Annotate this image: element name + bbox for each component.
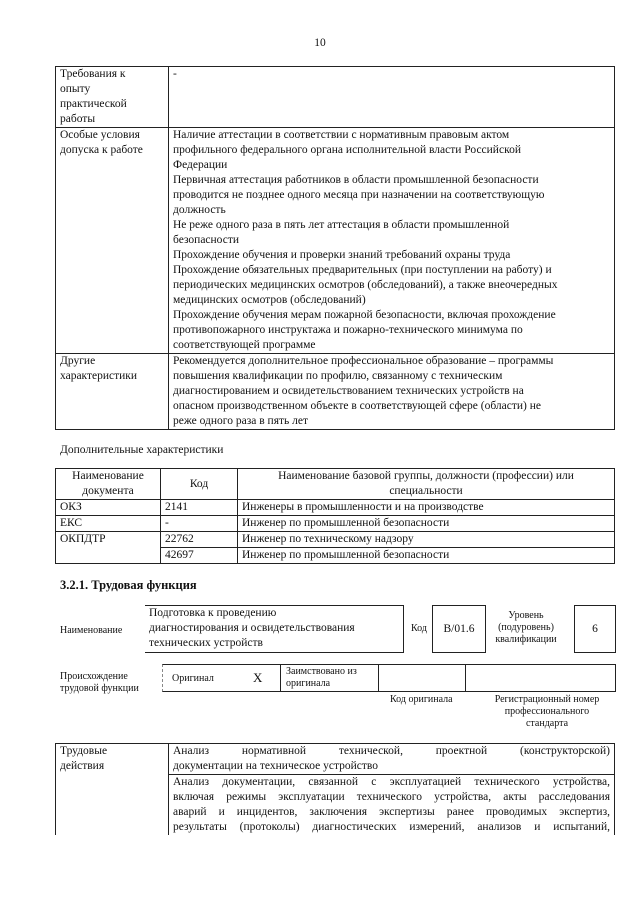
section-title: 3.2.1. Трудовая функция: [60, 578, 197, 592]
row-label: Требования к опыту практической работы: [56, 67, 169, 128]
page-number: 10: [314, 37, 326, 49]
original-mark: X: [253, 670, 263, 685]
level-label: Уровень (подуровень) квалификации: [495, 610, 557, 645]
table-row: [56, 67, 615, 128]
doc-cell: ЕКС: [56, 516, 161, 532]
code-label: Код: [411, 623, 427, 634]
table-row: [56, 354, 615, 430]
code-cell: 42697: [161, 548, 238, 564]
name-cell: Инженер по техническому надзору: [238, 532, 615, 548]
header-document: Наименование документа: [56, 469, 161, 500]
additional-characteristics-title: Дополнительные характеристики: [60, 444, 224, 456]
header-group-name: Наименование базовой группы, должности (профессии) или специальности: [238, 469, 615, 500]
doc-cell: ОКЗ: [56, 500, 161, 516]
origin-label: Происхождение трудовой функции: [60, 671, 139, 694]
name-label: Наименование: [60, 625, 123, 636]
code-cell: 2141: [161, 500, 238, 516]
table-row: [56, 532, 615, 548]
table-row: [56, 500, 615, 516]
borrowed-label: Заимствовано из оригинала: [286, 666, 357, 689]
row-value: -: [169, 67, 615, 128]
original-label: Оригинал: [172, 673, 214, 684]
origin-divider-1: [280, 664, 281, 692]
name-cell: Инженеры в промышленности и на производстве: [238, 500, 615, 516]
table-row: [56, 744, 615, 775]
row-value: Наличие аттестации в соответствии с нормативным правовым актом профильного федерального органа исполнительной власти Российской Федерации Первичная аттестация работников в области промышленной безопасности проводится не позднее одного месяца при назначении на соответствующую должность Не реже одного раза в пять лет аттестация в области промышленной безопасности Прохождение обучения и проверки знаний требований охраны труда Прохождение обязательных предварительных (при поступлении на работу) и периодических медицинских осмотров (обследований), а также внеочередных медицинских осмотров (обследований) Прохождение обучения мерам пожарной безопасности, включая прохождение противопожарного инструктажа и пожарно-технического минимума по соответствующей программе: [169, 128, 615, 354]
doc-cell: ОКПДТР: [56, 532, 161, 564]
table-row: [56, 128, 615, 354]
code-value-box: B/01.6: [432, 605, 486, 653]
name-underline: [145, 652, 403, 653]
table-row: [56, 516, 615, 532]
labor-actions-table: [55, 743, 615, 835]
row-label: Другие характеристики: [56, 354, 169, 430]
row-label: Особые условия допуска к работе: [56, 128, 169, 354]
level-value-box: 6: [574, 605, 616, 653]
row-value: Анализ нормативной технической, проектной (конструкторской) документации на техническое устройство: [169, 744, 615, 775]
row-value: Анализ документации, связанной с эксплуатацией технического устройства, включая режимы эксплуатации технического устройства, акты расследования аварий и инцидентов, заключения экспертизы ранее проводимых экспертиз, результаты (протоколы) диагностических измерений, анализов и испытаний,: [169, 775, 615, 836]
origin-divider-2: [378, 664, 379, 692]
row-value: Рекомендуется дополнительное профессиональное образование – программы повышения квалификации по профилю, связанному с техническим диагностированием и освидетельствованием технических устройств на опасном производственном объекте в соответствующей сфере (области) не реже одного раза в пять лет: [169, 354, 615, 430]
table-header-row: [56, 469, 615, 500]
name-cell: Инженер по промышленной безопасности: [238, 516, 615, 532]
code-original-caption: Код оригинала: [390, 694, 453, 705]
code-cell: 22762: [161, 532, 238, 548]
header-code: Код: [161, 469, 238, 500]
origin-box: [162, 664, 616, 692]
row-label: Трудовые действия: [56, 744, 169, 836]
additional-characteristics-table: [55, 468, 615, 564]
reg-number-caption: Регистрационный номер профессионального стандарта: [494, 694, 600, 729]
name-cell: Инженер по промышленной безопасности: [238, 548, 615, 564]
code-cell: -: [161, 516, 238, 532]
origin-divider-3: [465, 664, 466, 692]
requirements-table: [55, 66, 615, 430]
function-name-box: Подготовка к проведению диагностирования и освидетельствования технических устройств: [145, 605, 404, 653]
